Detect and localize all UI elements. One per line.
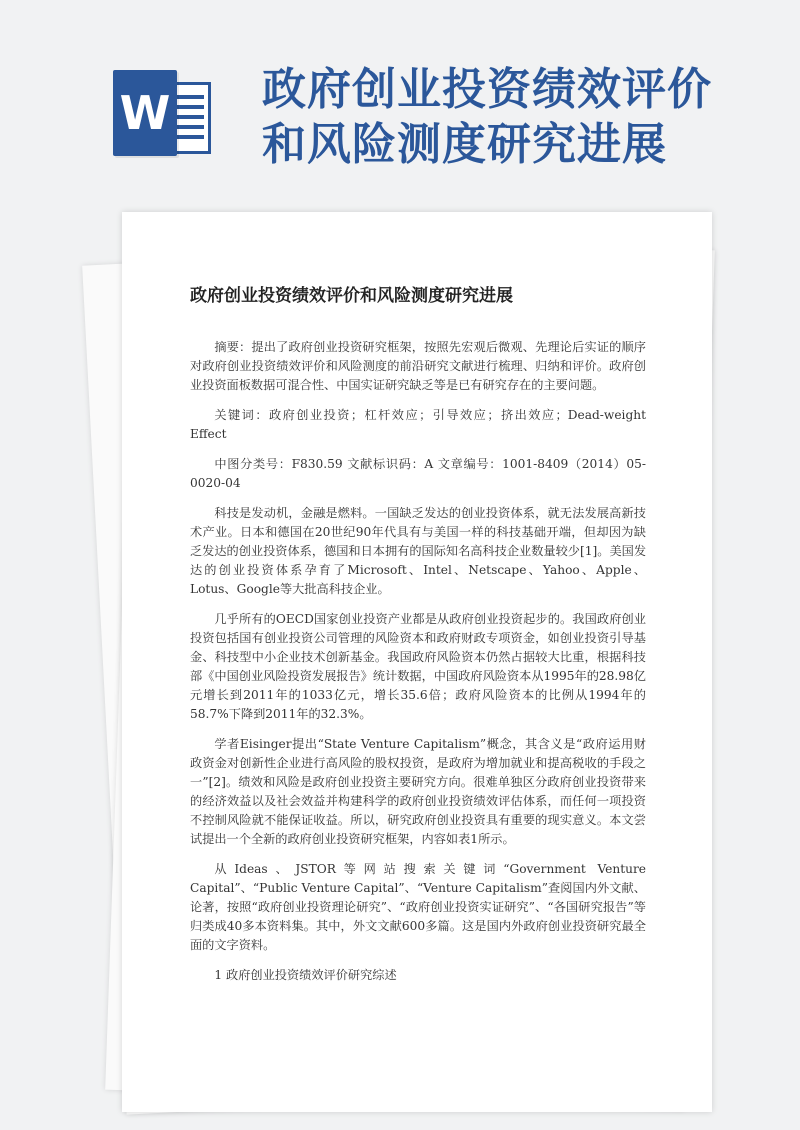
body-paragraph: 从Ideas、JSTOR等网站搜索关键词“Government Venture Capital”、“Public Venture Capital”、“Venture Capitalism”查阅国内外文献、论著，按照“政府创业投资理论研究”、“政府创业投资实证研究”、“各国研究报告”等归类成40多本资料集。其中，外文文献600多篇。这是国内外政府创业投资研究最全面的文字资料。 xyxy=(190,862,646,952)
document-page xyxy=(122,212,712,1112)
header-banner xyxy=(0,0,800,200)
word-badge xyxy=(113,70,177,156)
classification-paragraph: 中图分类号：F830.59 文献标识码：A 文章编号：1001-8409（2014）05-0020-04 xyxy=(190,457,646,490)
body-paragraph: 学者Eisinger提出“State Venture Capitalism”概念，其含义是“政府运用财政资金对创新性企业进行高风险的股权投资，是政府为增加就业和提高税收的手段之一”[2]。绩效和风险是政府创业投资主要研究方向。很难单独区分政府创业投资带来的经济效益以及社会效益并构建科学的政府创业投资绩效评估体系，而任何一项投资不控制风险就不能保证收益。所以，研究政府创业投资具有重要的现实意义。本文尝试提出一个全新的政府创业投资研究框架，内容如表1所示。 xyxy=(190,737,646,846)
banner-title xyxy=(262,62,782,172)
keywords-paragraph: 关键词：政府创业投资；杠杆效应；引导效应；挤出效应；Dead-weight Effect xyxy=(190,408,646,441)
word-document-icon xyxy=(113,70,213,156)
banner-title-line1: 政府创业投资绩效评价 xyxy=(262,64,712,115)
abstract-paragraph: 摘要：提出了政府创业投资研究框架，按照先宏观后微观、先理论后实证的顺序对政府创业投资绩效评价和风险测度的前沿研究文献进行梳理、归纳和评价。政府创业投资面板数据可混合性、中国实证研究缺乏等是已有研究存在的主要问题。 xyxy=(190,340,646,392)
document-body xyxy=(190,284,646,996)
document-title: 政府创业投资绩效评价和风险测度研究进展 xyxy=(190,286,513,306)
word-letter: W xyxy=(119,86,171,140)
body-paragraph: 几乎所有的OECD国家创业投资产业都是从政府创业投资起步的。我国政府创业投资包括国有创业投资公司管理的风险资本和政府财政专项资金，如创业投资引导基金、科技型中小企业技术创新基金。我国政府风险资本仍然占据较大比重，根据科技部《中国创业风险投资发展报告》统计数据，中国政府风险资本从1995年的28.98亿元增长到2011年的1033亿元，增长35.6倍；政府风险资本的比例从1994年的58.7%下降到2011年的32.3%。 xyxy=(190,612,646,721)
banner-title-line2: 和风险测度研究进展 xyxy=(262,119,667,170)
body-paragraph: 科技是发动机，金融是燃料。一国缺乏发达的创业投资体系，就无法发展高新技术产业。日本和德国在20世纪90年代具有与美国一样的科技基础开端，但却因为缺乏发达的创业投资体系，德国和日本拥有的国际知名高科技企业数量较少[1]。美国发达的创业投资体系孕育了Microsoft、Intel、Netscape、Yahoo、Apple、Lotus、Google等大批高科技企业。 xyxy=(190,506,647,596)
section-heading: 1 政府创业投资绩效评价研究综述 xyxy=(214,968,397,982)
